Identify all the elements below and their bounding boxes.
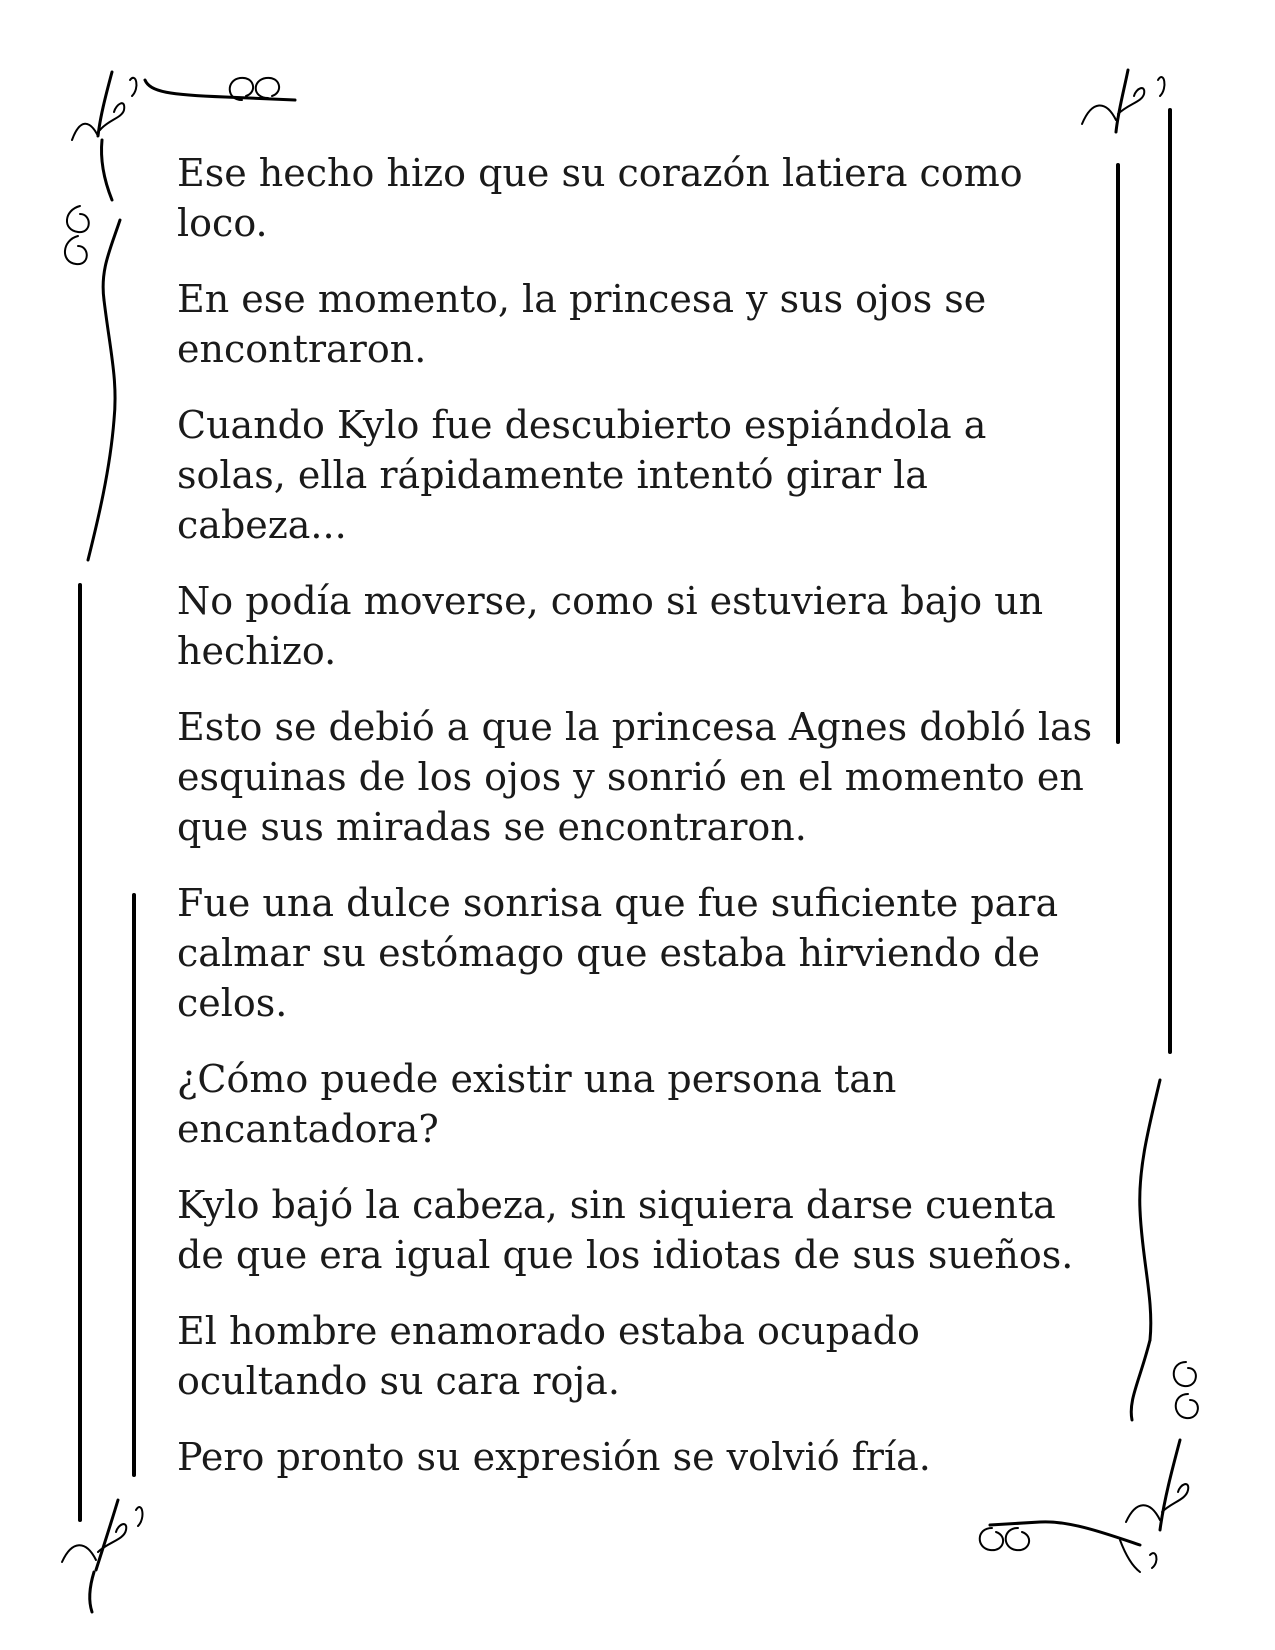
- paragraph: Cuando Kylo fue descubierto espiándola a solas, ella rápidamente intentó girar la cabeza...: [177, 403, 987, 547]
- paragraph: Esto se debió a que la princesa Agnes dobló las esquinas de los ojos y sonrió en el momento en que sus miradas se encontraron.: [177, 705, 1093, 849]
- top-right-flourish-icon: [1082, 70, 1164, 132]
- bottom-left-flourish-icon: [62, 1500, 142, 1612]
- paragraph: El hombre enamorado estaba ocupado ocultando su cara roja.: [177, 1309, 920, 1403]
- paragraph: Pero pronto su expresión se volvió fría.: [177, 1435, 931, 1479]
- paragraph: Kylo bajó la cabeza, sin siquiera darse cuenta de que era igual que los idiotas de sus sueños.: [177, 1183, 1074, 1277]
- paragraph: Fue una dulce sonrisa que fue suficiente para calmar su estómago que estaba hirviendo de celos.: [177, 881, 1059, 1025]
- paragraph: No podía moverse, como si estuviera bajo un hechizo.: [177, 579, 1044, 673]
- paragraph: ¿Cómo puede existir una persona tan encantadora?: [177, 1057, 897, 1151]
- paragraph: En ese momento, la princesa y sus ojos se encontraron.: [177, 277, 987, 371]
- story-text: [177, 148, 1107, 1508]
- paragraph: Ese hecho hizo que su corazón latiera como loco.: [177, 151, 1023, 245]
